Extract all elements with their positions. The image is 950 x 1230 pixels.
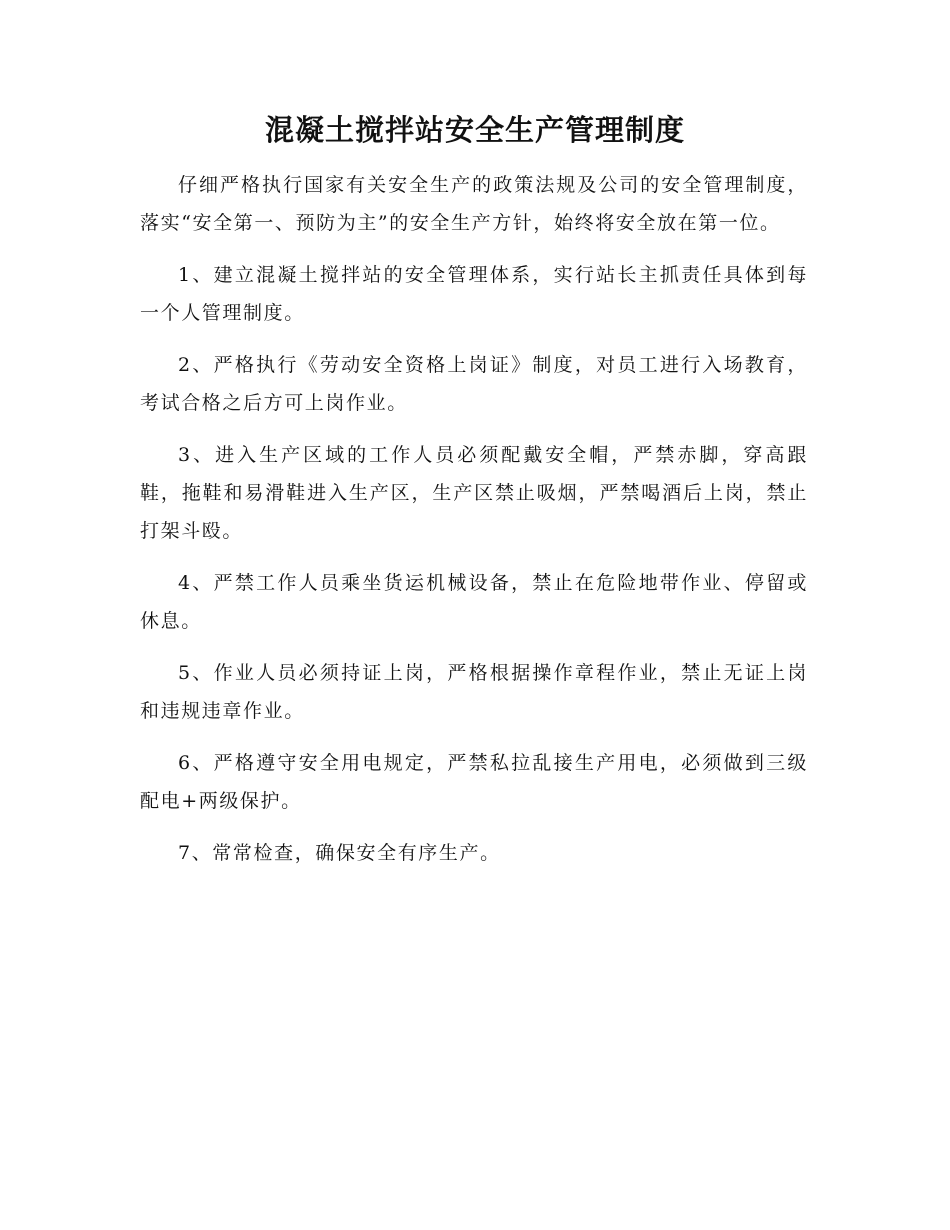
rule-paragraph-2: 2、严格执行《劳动安全资格上岗证》制度，对员工进行入场教育，考试合格之后方可上岗作业。 — [140, 354, 808, 414]
document-title: 混凝土搅拌站安全生产管理制度 — [264, 113, 685, 147]
intro-paragraph: 仔细严格执行国家有关安全生产的政策法规及公司的安全管理制度，落实“安全第一、预防为主”的安全生产方针，始终将安全放在第一位。 — [140, 174, 808, 234]
rule-paragraph-6: 6、严格遵守安全用电规定，严禁私拉乱接生产用电，必须做到三级配电+两级保护。 — [140, 752, 808, 812]
document-body — [140, 166, 808, 886]
rule-paragraph-5: 5、作业人员必须持证上岗，严格根据操作章程作业，禁止无证上岗和违规违章作业。 — [140, 662, 808, 722]
rule-paragraph-1: 1、建立混凝土搅拌站的安全管理体系，实行站长主抓责任具体到每一个人管理制度。 — [140, 264, 808, 324]
rule-paragraph-7: 7、常常检查，确保安全有序生产。 — [178, 842, 501, 864]
rule-paragraph-3: 3、进入生产区域的工作人员必须配戴安全帽，严禁赤脚，穿高跟鞋，拖鞋和易滑鞋进入生产区，生产区禁止吸烟，严禁喝酒后上岗，禁止打架斗殴。 — [140, 444, 808, 542]
rule-paragraph-4: 4、严禁工作人员乘坐货运机械设备，禁止在危险地带作业、停留或休息。 — [140, 572, 808, 632]
